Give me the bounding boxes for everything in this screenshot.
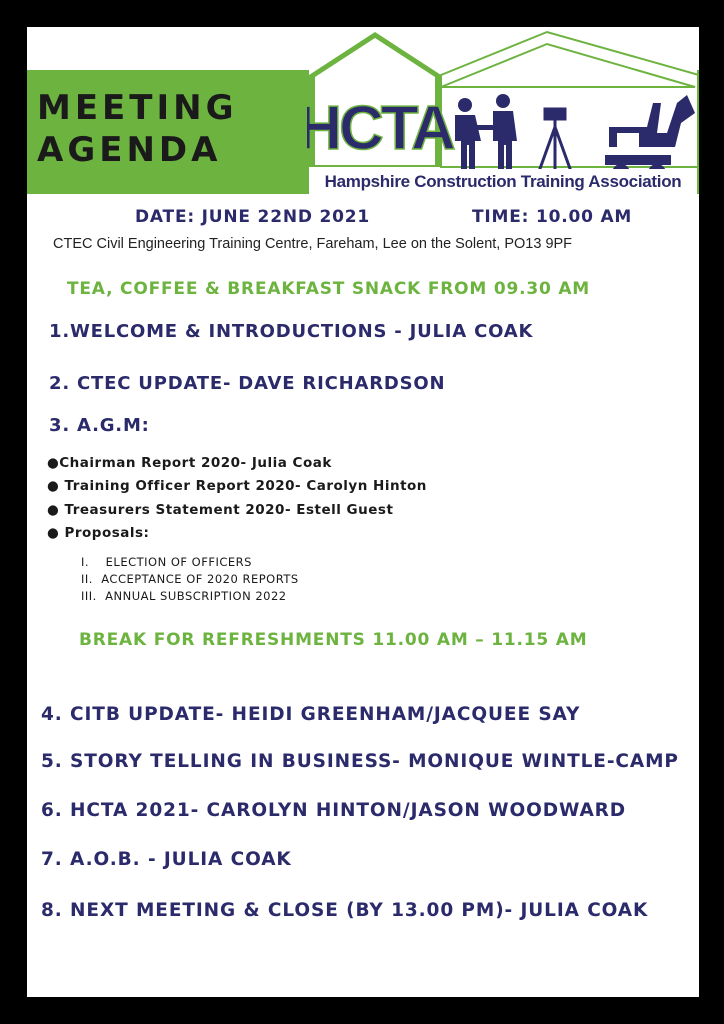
proposal-1: I. ELECTION OF OFFICERS <box>81 555 252 569</box>
proposal-2: II. ACCEPTANCE OF 2020 REPORTS <box>81 572 299 586</box>
agenda-item-5: 5. STORY TELLING IN BUSINESS- MONIQUE WINTLE-CAMP <box>41 751 679 772</box>
agenda-page <box>27 27 699 997</box>
title-line-1: MEETING <box>37 88 238 128</box>
break-note: BREAK FOR REFRESHMENTS 11.00 AM – 11.15 AM <box>79 630 588 650</box>
arrival-note: TEA, COFFEE & BREAKFAST SNACK FROM 09.30 AM <box>67 279 591 299</box>
agenda-item-8: 8. NEXT MEETING & CLOSE (BY 13.00 PM)- JULIA COAK <box>41 900 649 921</box>
agm-bullet-3: ● Treasurers Statement 2020- Estell Guest <box>47 502 394 518</box>
agenda-item-3: 3. A.G.M: <box>49 415 150 436</box>
agm-bullet-2: ● Training Officer Report 2020- Carolyn Hinton <box>47 478 427 494</box>
agenda-item-7: 7. A.O.B. - JULIA COAK <box>41 849 292 870</box>
meeting-venue: CTEC Civil Engineering Training Centre, Fareham, Lee on the Solent, PO13 9PF <box>53 236 573 252</box>
logo-tagline: Hampshire Construction Training Association <box>309 169 697 195</box>
agenda-item-6: 6. HCTA 2021- CAROLYN HINTON/JASON WOODWARD <box>41 800 627 821</box>
page-title <box>37 87 238 171</box>
agenda-item-4: 4. CITB UPDATE- HEIDI GREENHAM/JACQUEE SAY <box>41 704 581 725</box>
meeting-time: TIME: 10.00 AM <box>472 207 633 227</box>
meeting-date: DATE: JUNE 22ND 2021 <box>135 207 370 227</box>
proposal-3: III. ANNUAL SUBSCRIPTION 2022 <box>81 589 287 603</box>
title-line-2: AGENDA <box>37 130 222 170</box>
agenda-item-1: 1.WELCOME & INTRODUCTIONS - JULIA COAK <box>49 321 534 342</box>
logo-letters: HCTA <box>307 94 453 163</box>
agm-bullet-4: ● Proposals: <box>47 525 150 541</box>
agenda-item-2: 2. CTEC UPDATE- DAVE RICHARDSON <box>49 373 446 394</box>
agm-bullet-1: ●Chairman Report 2020- Julia Coak <box>47 455 332 471</box>
